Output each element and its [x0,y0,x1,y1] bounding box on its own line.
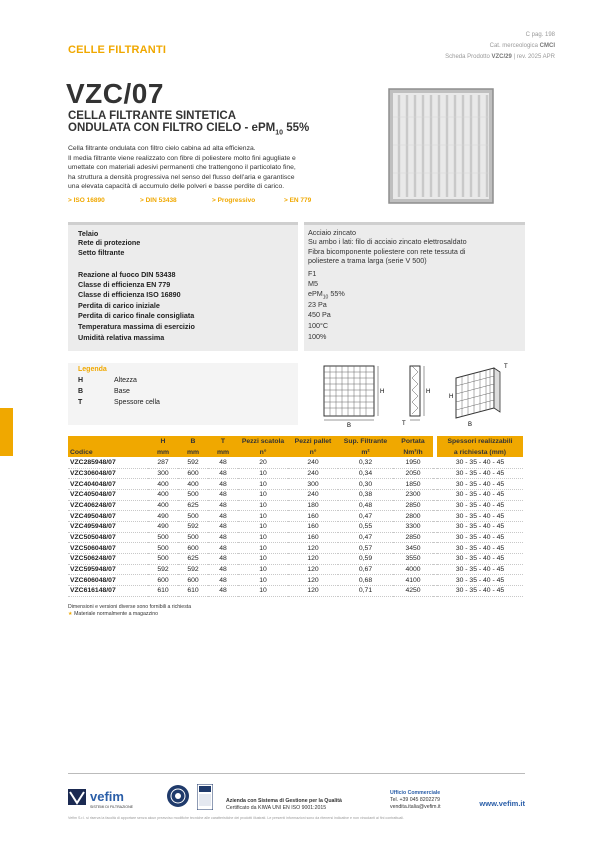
office-title: Ufficio Commerciale [390,790,441,796]
table-row: VZC606048/07 600 600 48 10 120 0,68 4100 30 - 35 - 40 - 45 [68,575,523,586]
table-row: VZC495048/07 490 500 48 10 160 0,47 2800 30 - 35 - 40 - 45 [68,511,523,522]
footer-divider [68,773,525,774]
category-line: Cat. merceologica CMCI [489,43,555,49]
certification-seal-icon [166,784,190,808]
note-line: Dimensioni e versioni diverse sono fornibili a richiesta [68,604,192,610]
col-header: Codice [68,447,148,458]
table-row: VZC495948/07 490 592 48 10 160 0,55 3300 30 - 35 - 40 - 45 [68,522,523,533]
legend-key: H [78,377,84,384]
spec-label: Reazione al fuoco DIN 53438 [78,270,176,279]
legend-value: Altezza [114,377,137,384]
col-header: Pezzi scatola [238,436,288,447]
quality-statement: Azienda con Sistema di Gestione per la Qualità Certificato da KIWA UNI EN ISO 9001:2015 [226,798,342,811]
diagram-label-b2: B [468,422,473,428]
spec-label: Telaio [78,229,99,238]
table-row: VZC506248/07 500 625 48 10 120 0,59 3550 30 - 35 - 40 - 45 [68,554,523,565]
spec-value: M5 [308,279,318,288]
col-header: Portata [393,436,433,447]
norms-list [68,197,328,207]
vefim-logo [68,787,158,809]
logo-text: vefim [90,789,124,804]
logo-subtext: SISTEMI DI FILTRAZIONE [90,805,134,809]
sales-office [390,790,441,811]
table-row: VZC404048/07 400 400 48 10 300 0,30 1850 30 - 35 - 40 - 45 [68,479,523,490]
table-notes [68,604,191,618]
col-header: B [178,436,208,447]
diagram-label-h: H [380,389,385,395]
col-header: Spessori realizzabili [437,436,523,447]
spec-value: Acciaio zincato [308,228,356,237]
col-header: Pezzi pallet [288,436,338,447]
legend-value: Spessore cella [114,399,160,406]
table-header-row [68,436,523,447]
col-header: Sup. Filtrante [338,436,393,447]
table-row: VZC616148/07 610 610 48 10 120 0,71 4250 30 - 35 - 40 - 45 [68,586,523,597]
legend-title: Legenda [78,366,107,373]
spec-label: Rete di protezione [78,238,141,247]
table-row: VZC595948/07 592 592 48 10 120 0,67 4000 30 - 35 - 40 - 45 [68,564,523,575]
product-image [387,87,495,205]
table-row: VZC405048/07 400 500 48 10 240 0,38 2300 30 - 35 - 40 - 45 [68,489,523,500]
note-line: ★ Materiale normalmente a magazzino [68,611,159,617]
legend-key: T [78,399,83,406]
diagram-label-h3: H [449,394,454,400]
spec-value: ePM$_{10}$ 55% [308,289,345,301]
spec-label: Classe di efficienza EN 779 [78,280,171,289]
spec-label: Umidità relativa massima [78,333,165,342]
spec-value: 100% [308,332,327,341]
legend-key: B [78,388,84,395]
norm-din: > DIN 53438 [140,197,177,204]
spec-value: 450 Pa [308,310,331,319]
spec-label: Classe di efficienza ISO 16890 [78,290,181,299]
star-icon: ★ [68,611,73,617]
spec-value: F1 [308,269,317,278]
spec-label: Perdita di carico iniziale [78,301,160,310]
certification-badge-icon [197,784,213,810]
table-row: VZC506048/07 500 600 48 10 120 0,57 3450 30 - 35 - 40 - 45 [68,543,523,554]
col-header: T [208,436,238,447]
norm-en: > EN 779 [284,197,312,204]
sheet-line: Scheda Prodotto VZC/29 | rev. 2025 APR [445,54,555,60]
spec-value: Su ambo i lati: filo di acciaio zincato elettrosaldato [308,237,467,246]
document-meta [445,30,555,63]
product-subtitle: CELLA FILTRANTE SINTETICA ONDULATA CON FILTRO CIELO - ePM$_{10}$ 55% [68,110,310,137]
dimension-diagram [318,360,528,430]
table-row: VZC285948/07 287 592 48 20 240 0,32 1950 30 - 35 - 40 - 45 [68,457,523,468]
office-phone: Tel. +39 045 8202279 [390,797,441,803]
spec-label: Setto filtrante [78,248,125,257]
diagram-label-t: T [402,421,406,427]
spec-value: 100°C [308,321,329,330]
product-description: Cella filtrante ondulata con filtro cielo cabina ad alta efficienza. Il media filtrante viene realizzato con fibre di poliestere molto fini agugliate e umettate con materiali adesivi permanenti che trattengono il particolato fine, ha struttura a densità progressiva nel senso del flusso dell'aria e garantisce una elevata capacità di accumulo delle polveri e basse perdite di carico. [68,145,296,191]
spec-label: Temperatura massima di esercizio [78,322,195,331]
spec-value: 23 Pa [308,300,327,309]
section-side-tab [0,408,13,456]
norm-progressive: > Progressivo [212,197,256,204]
legal-disclaimer: Vefim S.r.l. si riserva la facoltà di apportare senza alcun preavviso modifiche tecniche alle caratteristiche dei prodotti illustrati. Le presenti informazioni sono da ritenersi indicative e non vincolanti ai fini contrattuali. [68,816,404,820]
product-code: VZC/07 [66,78,164,109]
legend-box [68,363,298,425]
specs-panel [68,222,525,351]
legend-value: Base [114,388,130,395]
diagram-label-t2: T [504,364,508,370]
table-unit-row: Codice mm mm mm n° n° m² Nm³/h a richiesta (mm) [68,447,523,458]
diagram-label-h2: H [426,389,431,395]
norm-iso: > ISO 16890 [68,197,105,204]
table-row: VZC306048/07 300 600 48 10 240 0,34 2050 30 - 35 - 40 - 45 [68,468,523,479]
website-link[interactable]: www.vefim.it [479,799,525,808]
product-table [68,436,523,597]
spec-label: Perdita di carico finale consigliata [78,311,195,320]
col-header: H [148,436,178,447]
section-title: CELLE FILTRANTI [68,44,167,56]
table-row: VZC505048/07 500 500 48 10 160 0,47 2850 30 - 35 - 40 - 45 [68,532,523,543]
diagram-label-b: B [347,423,352,429]
page-ref: C pag. 198 [525,32,555,38]
table-row: VZC406248/07 400 625 48 10 180 0,48 2850 30 - 35 - 40 - 45 [68,500,523,511]
spec-value: Fibra bicomponente poliestere con rete tessuta di poliestere a trama larga (serie V 500) [308,247,466,265]
office-email[interactable]: vendita.italia@vefim.it [390,804,441,810]
